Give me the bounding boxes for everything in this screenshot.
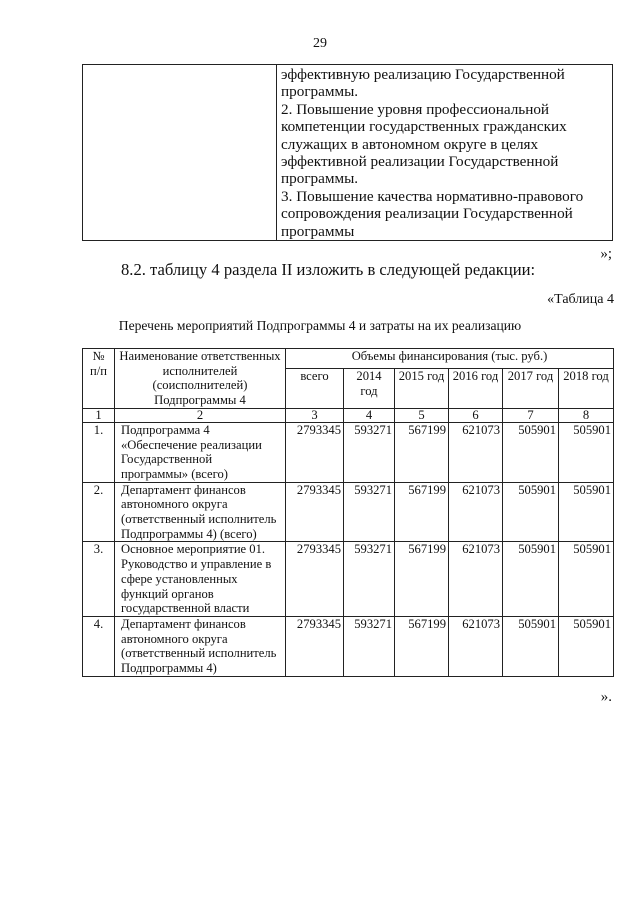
text-line: 2. Повышение уровня профессиональной <box>281 100 550 118</box>
value-2018: 505901 <box>559 616 614 676</box>
value-2016: 621073 <box>449 542 503 617</box>
text-line: эффективной реализации Государственной <box>281 153 559 171</box>
value-2015: 567199 <box>395 482 449 542</box>
page-number: 29 <box>313 36 327 51</box>
value-total: 2793345 <box>286 482 344 542</box>
index-cell: 3 <box>286 408 344 422</box>
text-line: программы. <box>281 83 359 101</box>
header-num: № п/п <box>83 349 115 409</box>
row-name: Основное мероприятие 01. Руководство и управление в сфере установленных функций органов государственной власти <box>115 542 286 617</box>
value-2015: 567199 <box>395 616 449 676</box>
row-name: Департамент финансов автономного округа (ответственный исполнитель Подпрограммы 4) (всего) <box>115 482 286 542</box>
value-2014: 593271 <box>344 422 395 482</box>
value-2016: 621073 <box>449 482 503 542</box>
closing-quote: »; <box>600 246 612 262</box>
value-total: 2793345 <box>286 616 344 676</box>
value-2014: 593271 <box>344 542 395 617</box>
value-2017: 505901 <box>503 482 559 542</box>
index-cell: 5 <box>395 408 449 422</box>
table-label: «Таблица 4 <box>547 292 614 307</box>
text-line: программы <box>281 222 355 240</box>
table-title: Перечень мероприятий Подпрограммы 4 и затраты на их реализацию <box>118 318 522 333</box>
amendment-instruction: 8.2. таблицу 4 раздела II изложить в следующей редакции: <box>121 260 536 279</box>
row-num: 1. <box>83 422 115 482</box>
text-line: программы. <box>281 170 359 188</box>
continued-table <box>82 64 613 241</box>
value-2018: 505901 <box>559 482 614 542</box>
row-num: 2. <box>83 482 115 542</box>
header-col-total: всего <box>286 369 344 408</box>
row-name: Подпрограмма 4 «Обеспечение реализации Государственной программы» (всего) <box>115 422 286 482</box>
index-cell: 8 <box>559 408 614 422</box>
header-name: Наименование ответственных исполнителей (соисполнителей) Подпрограммы 4 <box>115 349 286 409</box>
text-line: 3. Повышение качества нормативно-правового <box>281 187 584 205</box>
value-2017: 505901 <box>503 542 559 617</box>
row-name: Департамент финансов автономного округа (ответственный исполнитель Подпрограммы 4) <box>115 616 286 676</box>
value-2016: 621073 <box>449 616 503 676</box>
text-line: компетенции государственных гражданских <box>281 118 567 136</box>
row-num: 4. <box>83 616 115 676</box>
index-row <box>83 408 614 422</box>
value-2014: 593271 <box>344 482 395 542</box>
header-col-2016: 2016 год <box>449 369 503 408</box>
value-2014: 593271 <box>344 616 395 676</box>
table-row <box>83 482 614 542</box>
funding-table <box>82 348 614 677</box>
index-cell: 4 <box>344 408 395 422</box>
value-total: 2793345 <box>286 422 344 482</box>
value-2016: 621073 <box>449 422 503 482</box>
header-col-2017: 2017 год <box>503 369 559 408</box>
index-cell: 1 <box>83 408 115 422</box>
header-col-2014: 2014 год <box>344 369 395 408</box>
value-total: 2793345 <box>286 542 344 617</box>
value-2018: 505901 <box>559 422 614 482</box>
continued-table-right-cell <box>277 65 613 241</box>
text-line: сопровождения реализации Государственной <box>281 205 573 223</box>
table-row <box>83 422 614 482</box>
table-row <box>83 616 614 676</box>
text-line: служащих в автономном округе в целях <box>281 135 539 153</box>
index-cell: 7 <box>503 408 559 422</box>
index-cell: 6 <box>449 408 503 422</box>
continued-table-left-cell <box>83 65 277 241</box>
value-2017: 505901 <box>503 616 559 676</box>
header-col-2018: 2018 год <box>559 369 614 408</box>
table-row <box>83 542 614 617</box>
value-2018: 505901 <box>559 542 614 617</box>
value-2017: 505901 <box>503 422 559 482</box>
header-funding: Объемы финансирования (тыс. руб.) <box>286 349 614 369</box>
closing-quote: ». <box>600 689 612 705</box>
row-num: 3. <box>83 542 115 617</box>
text-line: эффективную реализацию Государственной <box>281 66 565 83</box>
header-col-2015: 2015 год <box>395 369 449 408</box>
value-2015: 567199 <box>395 422 449 482</box>
index-cell: 2 <box>115 408 286 422</box>
value-2015: 567199 <box>395 542 449 617</box>
